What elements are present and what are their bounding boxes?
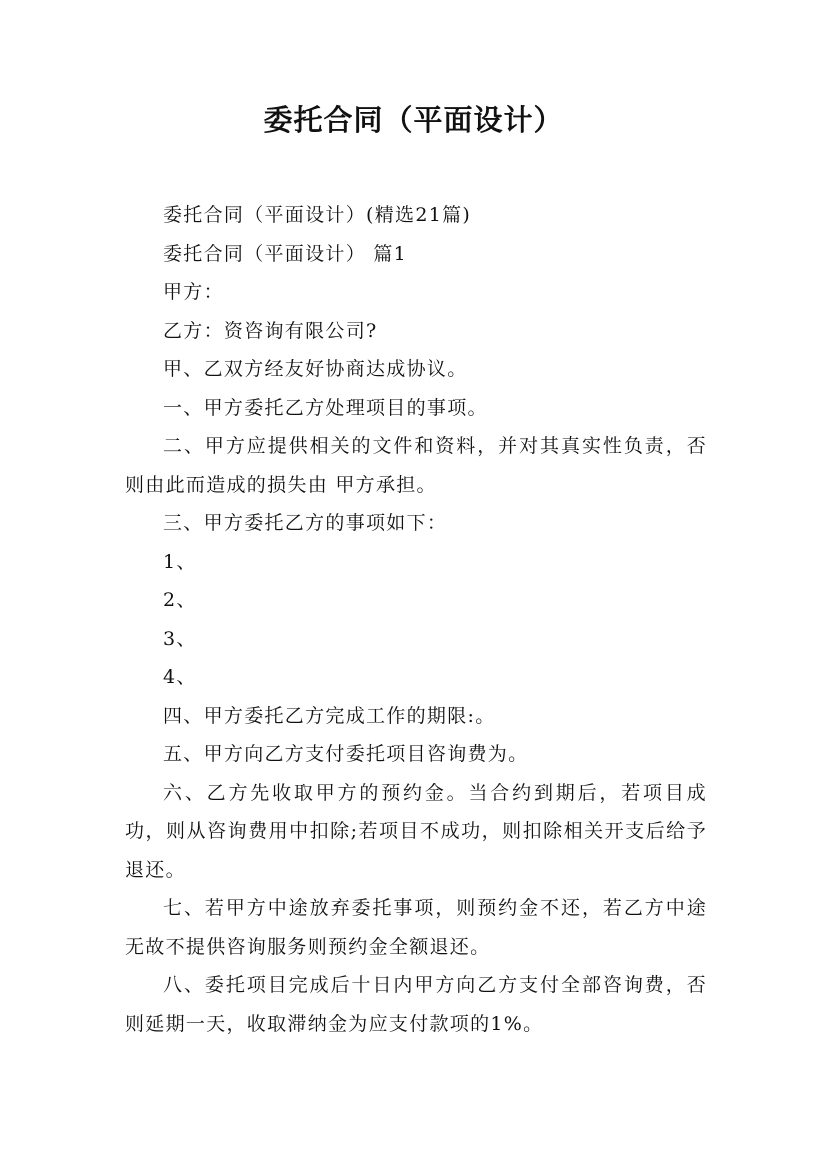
paragraph-clause-3: 三、甲方委托乙方的事项如下：: [163, 512, 448, 534]
paragraph-clause-2: 二、甲方应提供相关的文件和资料，并对其真实性负责，否则由此而造成的损失由 甲方承担。: [125, 435, 707, 496]
paragraph-clause-4: 四、甲方委托乙方完成工作的期限:。: [163, 704, 496, 727]
paragraph-clause-5: 五、甲方向乙方支付委托项目咨询费为。: [163, 743, 529, 765]
paragraph-clause-8: 八、委托项目完成后十日内甲方向乙方支付全部咨询费，否则延期一天，收取滞纳金为应支付款项的1%。: [125, 974, 707, 1035]
document-title: 委托合同（平面设计）: [263, 103, 564, 137]
paragraph-item-2: 2、: [163, 589, 197, 611]
paragraph-item-1: 1、: [163, 550, 197, 573]
paragraph-subtitle: 委托合同（平面设计）(精选21篇): [163, 204, 472, 226]
document-body: [125, 196, 707, 1043]
paragraph-clause-1: 一、甲方委托乙方处理项目的事项。: [163, 396, 488, 419]
paragraph-clause-6: 六、乙方先收取甲方的预约金。当合约到期后，若项目成功，则从咨询费用中扣除;若项目不成功，则扣除相关开支后给予退还。: [125, 781, 707, 881]
paragraph-party-b: 乙方：资咨询有限公司?: [163, 319, 378, 342]
paragraph-agreement: 甲、乙双方经友好协商达成协议。: [163, 358, 468, 380]
paragraph-item-3: 3、: [163, 627, 197, 650]
paragraph-item-4: 4、: [163, 666, 197, 688]
paragraph-clause-7: 七、若甲方中途放弃委托事项，则预约金不还，若乙方中途无故不提供咨询服务则预约金全额退还。: [125, 897, 707, 958]
paragraph-party-a: 甲方：: [163, 281, 224, 303]
paragraph-section-heading: 委托合同（平面设计） 篇1: [163, 242, 408, 265]
